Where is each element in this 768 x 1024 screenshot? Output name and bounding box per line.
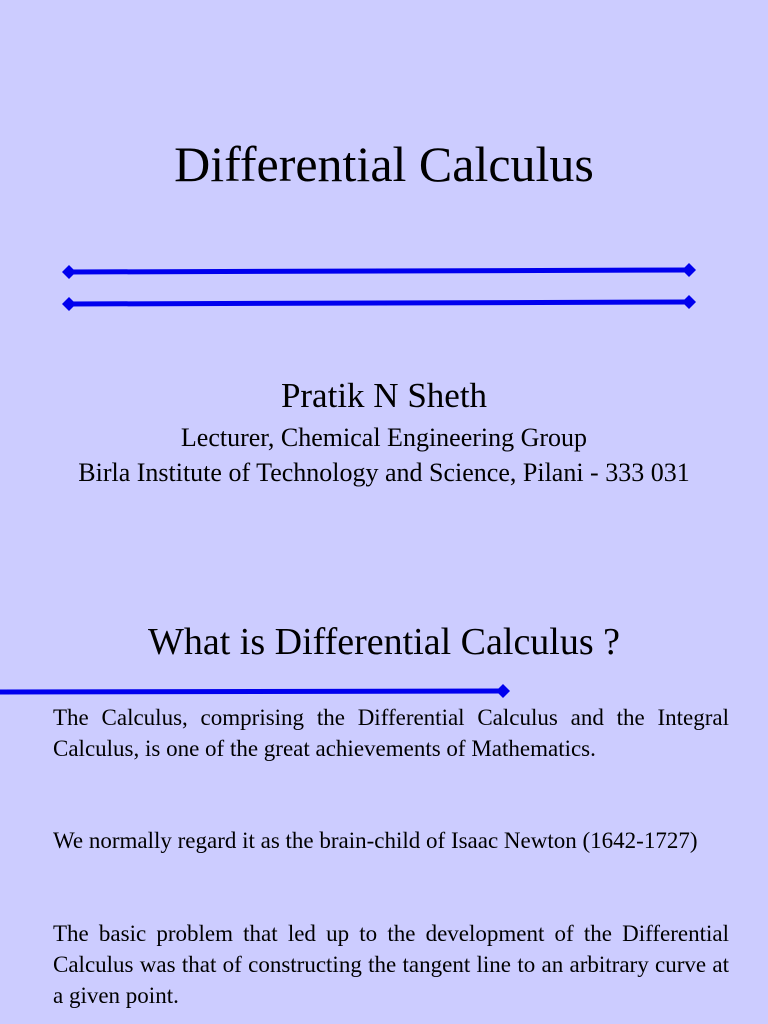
diamond-end-icon xyxy=(496,684,510,698)
diamond-end-icon xyxy=(682,295,696,309)
lower-rule-line xyxy=(62,295,696,311)
diamond-end-icon xyxy=(62,297,76,311)
affiliation-role: Lecturer, Chemical Engineering Group xyxy=(180,423,588,452)
paragraph-intro: The Calculus, comprising the Differential Calculus and the Integral Calculus, is one of the great achievements of Mathematics. xyxy=(53,705,729,761)
section-heading: What is Differential Calculus ? xyxy=(147,621,621,663)
content-slide xyxy=(0,580,768,1024)
diamond-end-icon xyxy=(682,263,696,277)
affiliation-institute: Birla Institute of Technology and Science, Pilani - 333 031 xyxy=(78,458,690,487)
upper-rule-line xyxy=(62,263,696,279)
heading-underline-rule xyxy=(0,580,768,710)
author-name: Pratik N Sheth xyxy=(280,376,488,415)
paragraph-newton: We normally regard it as the brain-child of Isaac Newton (1642-1727) xyxy=(53,828,698,853)
slide-title: Differential Calculus xyxy=(174,136,594,192)
paragraph-tangent-problem: The basic problem that led up to the development of the Differential Calculus was that of constructing the tangent line to an arbitrary curve at a given point. xyxy=(53,921,729,1008)
decorative-double-rule xyxy=(0,0,768,330)
diamond-end-icon xyxy=(62,265,76,279)
